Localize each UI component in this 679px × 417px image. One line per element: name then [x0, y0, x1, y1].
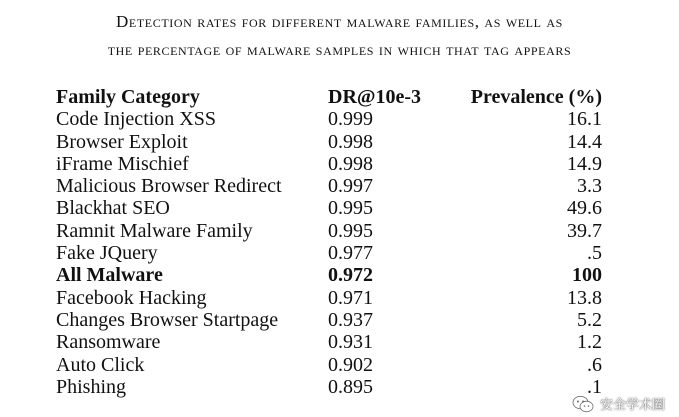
header-detection-rate: DR@10e-3	[328, 86, 422, 108]
header-row	[56, 86, 602, 108]
table-row	[56, 354, 602, 376]
family-cell: Changes Browser Startpage	[56, 308, 279, 331]
prevalence-cell: 13.8	[567, 286, 602, 309]
prevalence-cell: 5.2	[577, 308, 602, 331]
family-cell: Blackhat SEO	[56, 197, 170, 220]
family-cell: Malicious Browser Redirect	[56, 175, 282, 198]
detection-rate-cell: 0.998	[328, 130, 373, 153]
table-row	[56, 131, 602, 153]
prevalence-cell: 39.7	[567, 219, 602, 242]
table-row	[56, 175, 602, 197]
watermark-text: 安全学术圈	[599, 398, 665, 413]
detection-rate-cell: 0.972	[328, 264, 373, 287]
prevalence-cell: 100	[572, 264, 602, 287]
table-row	[56, 242, 602, 264]
prevalence-cell: .5	[587, 242, 602, 265]
table-row	[56, 108, 602, 130]
prevalence-cell: .6	[587, 353, 602, 376]
table-row	[56, 220, 602, 242]
family-cell: All Malware	[56, 264, 163, 287]
detection-rate-cell: 0.995	[328, 197, 373, 220]
prevalence-cell: 3.3	[577, 175, 602, 198]
prevalence-cell: 49.6	[567, 197, 602, 220]
table-caption	[0, 8, 679, 64]
table-row	[56, 309, 602, 331]
family-cell: Browser Exploit	[56, 130, 188, 153]
caption-line-1: Detection rates for different malware families, as well as	[116, 12, 563, 31]
family-cell: Ransomware	[56, 331, 161, 354]
detection-rate-cell: 0.995	[328, 219, 373, 242]
detection-rate-cell: 0.998	[328, 152, 373, 175]
prevalence-cell: 14.9	[567, 152, 602, 175]
table-row	[56, 264, 602, 286]
table-body	[56, 108, 602, 398]
prevalence-cell: 14.4	[567, 130, 602, 153]
detection-rate-cell: 0.971	[328, 286, 373, 309]
prevalence-cell: .1	[587, 375, 602, 398]
detection-rate-cell: 0.931	[328, 331, 373, 354]
prevalence-cell: 1.2	[577, 331, 602, 354]
family-cell: Ramnit Malware Family	[56, 219, 253, 242]
table-row	[56, 197, 602, 219]
detection-rate-cell: 0.977	[328, 242, 373, 265]
table-row	[56, 376, 602, 398]
family-cell: Facebook Hacking	[56, 286, 207, 309]
detection-rates-table	[56, 86, 602, 398]
caption-line-2: the percentage of malware samples in which that tag appears	[107, 40, 572, 59]
table-row	[56, 287, 602, 309]
wechat-icon	[572, 395, 594, 413]
header-family-category: Family Category	[56, 86, 200, 108]
header-prevalence: Prevalence (%)	[470, 86, 602, 108]
detection-rate-cell: 0.937	[328, 308, 373, 331]
family-cell: Auto Click	[56, 353, 145, 376]
family-cell: Code Injection XSS	[56, 108, 216, 131]
table-row	[56, 331, 602, 353]
detection-rate-cell: 0.997	[328, 175, 373, 198]
family-cell: Phishing	[56, 375, 127, 398]
family-cell: iFrame Mischief	[56, 152, 189, 175]
detection-rate-cell: 0.895	[328, 375, 373, 398]
family-cell: Fake JQuery	[56, 242, 158, 265]
watermark	[572, 394, 665, 413]
prevalence-cell: 16.1	[567, 108, 602, 131]
table-row	[56, 153, 602, 175]
detection-rate-cell: 0.999	[328, 108, 373, 131]
detection-rate-cell: 0.902	[328, 353, 373, 376]
